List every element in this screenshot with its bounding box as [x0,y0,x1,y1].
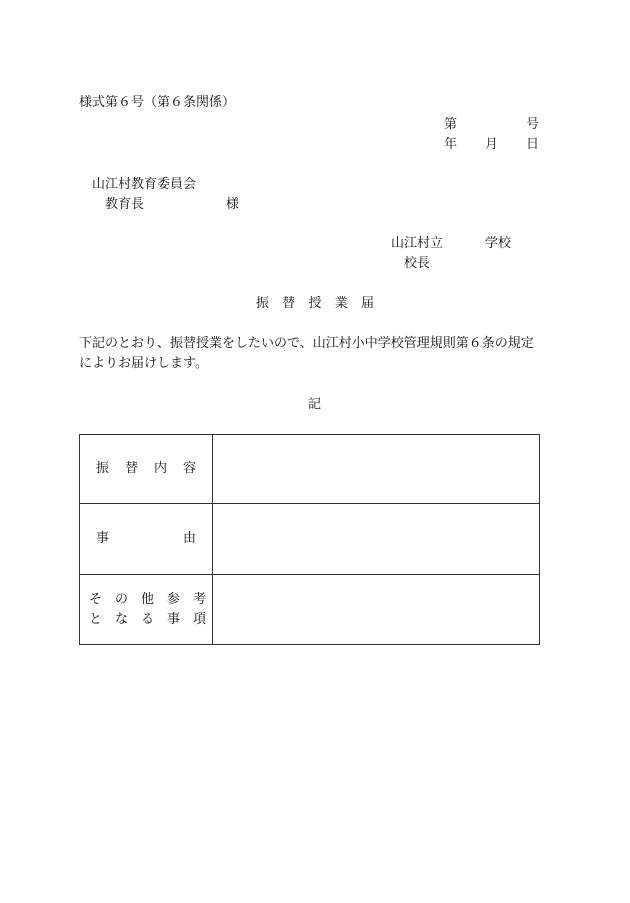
label-char: 項 [192,612,206,627]
title-char: 業 [334,296,348,311]
label-char: 考 [192,592,206,607]
addressee-organization: 山江村教育委員会 [92,177,197,192]
sender-principal: 校長 [404,256,431,271]
label-line [80,459,212,479]
label-char: 事 [96,531,110,546]
date-year: 年 [444,137,458,152]
addressee-title: 教育長 [105,197,145,212]
addressee-honorific: 様 [226,197,240,212]
doc-number-suffix: 号 [526,117,540,132]
label-char: 参 [166,592,180,607]
label-line [80,529,212,549]
table-row-sonota [80,575,540,645]
label-char: 内 [153,461,167,476]
label-char: る [140,612,154,627]
title-char: 届 [360,296,374,311]
label-char: 由 [182,531,196,546]
table-row-furikae-naiyou [80,435,540,504]
title-char: 授 [308,296,322,311]
row-label-cell [80,575,213,645]
date-month: 月 [485,137,499,152]
title-char: 振 [256,296,270,311]
label-char: な [114,612,128,627]
sender-school-prefix: 山江村立 [391,236,444,251]
ki-heading: 記 [308,397,322,412]
row-label [80,529,212,549]
label-char: 事 [166,612,180,627]
sonota-field[interactable] [213,575,540,645]
body-line-2: によりお届けします。 [79,356,208,371]
doc-number-prefix: 第 [444,117,458,132]
row-label-cell [80,435,213,504]
label-char: 他 [140,592,154,607]
label-char: そ [89,592,103,607]
label-char: 振 [96,461,110,476]
label-char: 容 [182,461,196,476]
date-day: 日 [526,137,540,152]
sender-school-suffix: 学校 [485,236,512,251]
body-line-1: 下記のとおり、振替授業をしたいので、山江村小中学校管理規則第６条の規定 [79,336,534,351]
table-row-jiyuu [80,504,540,575]
row-label-cell [80,504,213,575]
document-title [256,296,374,312]
form-number-label: 様式第６号（第６条関係） [79,95,236,110]
jiyuu-field[interactable] [213,504,540,575]
row-label [80,459,212,479]
label-line [80,610,212,630]
label-char: と [89,612,103,627]
details-table [79,434,540,645]
title-char: 替 [282,296,296,311]
label-char: 替 [124,461,138,476]
row-label [80,590,212,630]
label-char: の [114,592,128,607]
furikae-naiyou-field[interactable] [213,435,540,504]
label-line [80,590,212,610]
